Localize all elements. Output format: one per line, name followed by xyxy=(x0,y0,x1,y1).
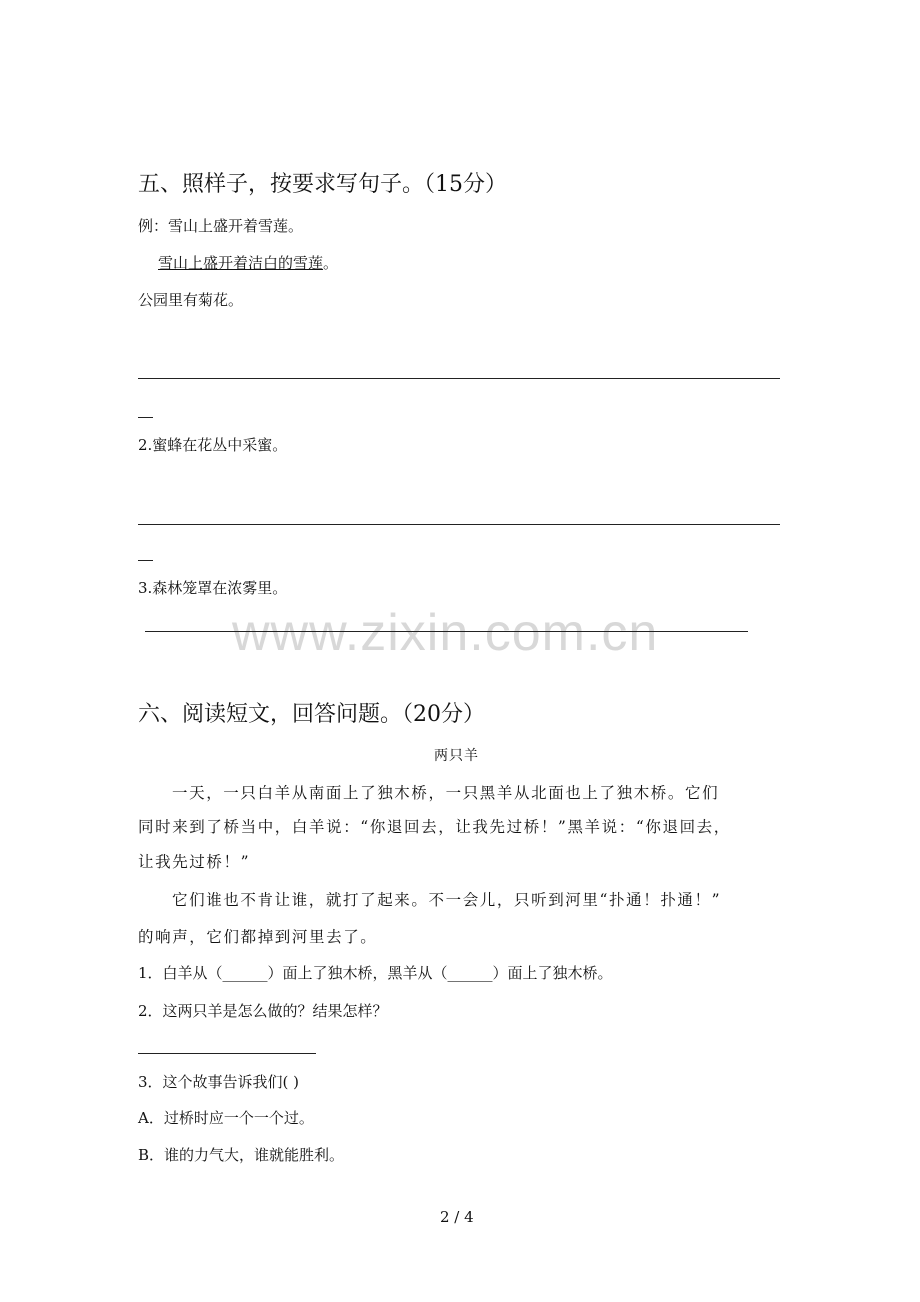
answer-line-1[interactable] xyxy=(138,378,780,379)
question-5-2: 2.蜜蜂在花丛中采蜜。 xyxy=(138,436,288,454)
example-answer-underlined: 雪山上盛开着洁白的雪莲 xyxy=(158,254,324,272)
example-answer-period: 。 xyxy=(323,254,339,272)
answer-line-1-tail xyxy=(138,417,153,418)
passage-line: 它们谁也不肯让谁，就打了起来。不一会儿，只听到河里“扑通！扑通！” xyxy=(172,891,722,909)
option-b: B．谁的力气大，谁就能胜利。 xyxy=(138,1146,345,1164)
question-6-2: 2．这两只羊是怎么做的？结果怎样？ xyxy=(138,1002,388,1020)
option-a: A．过桥时应一个一个过。 xyxy=(138,1109,314,1127)
answer-line-2[interactable] xyxy=(138,524,780,525)
story-title: 两只羊 xyxy=(434,748,479,764)
section-6-heading: 六、阅读短文，回答问题。（20分） xyxy=(138,702,485,727)
example-answer xyxy=(158,253,338,273)
passage-line: 让我先过桥！” xyxy=(138,853,251,871)
watermark: www.zixin.com.cn xyxy=(232,604,659,662)
answer-line-6-2[interactable] xyxy=(138,1053,316,1054)
question-6-1: 1．白羊从（______）面上了独木桥，黑羊从（______）面上了独木桥。 xyxy=(138,964,613,982)
example-sentence: 例：雪山上盛开着雪莲。 xyxy=(138,217,304,235)
question-5-3: 3.森林笼罩在浓雾里。 xyxy=(138,579,288,597)
question-5-1: 公园里有菊花。 xyxy=(138,291,244,309)
page-number: 2 / 4 xyxy=(440,1208,474,1226)
passage-line: 同时来到了桥当中，白羊说：“你退回去，让我先过桥！”黑羊说：“你退回去， xyxy=(138,818,731,836)
answer-line-2-tail xyxy=(138,560,153,561)
passage-line: 的响声，它们都掉到河里去了。 xyxy=(138,928,378,946)
answer-line-3[interactable] xyxy=(145,631,748,632)
section-5-heading: 五、照样子，按要求写句子。（15分） xyxy=(138,172,507,197)
passage-line: 一天，一只白羊从南面上了独木桥，一只黑羊从北面也上了独木桥。它们 xyxy=(172,784,720,802)
question-6-3: 3．这个故事告诉我们( ) xyxy=(138,1073,300,1091)
